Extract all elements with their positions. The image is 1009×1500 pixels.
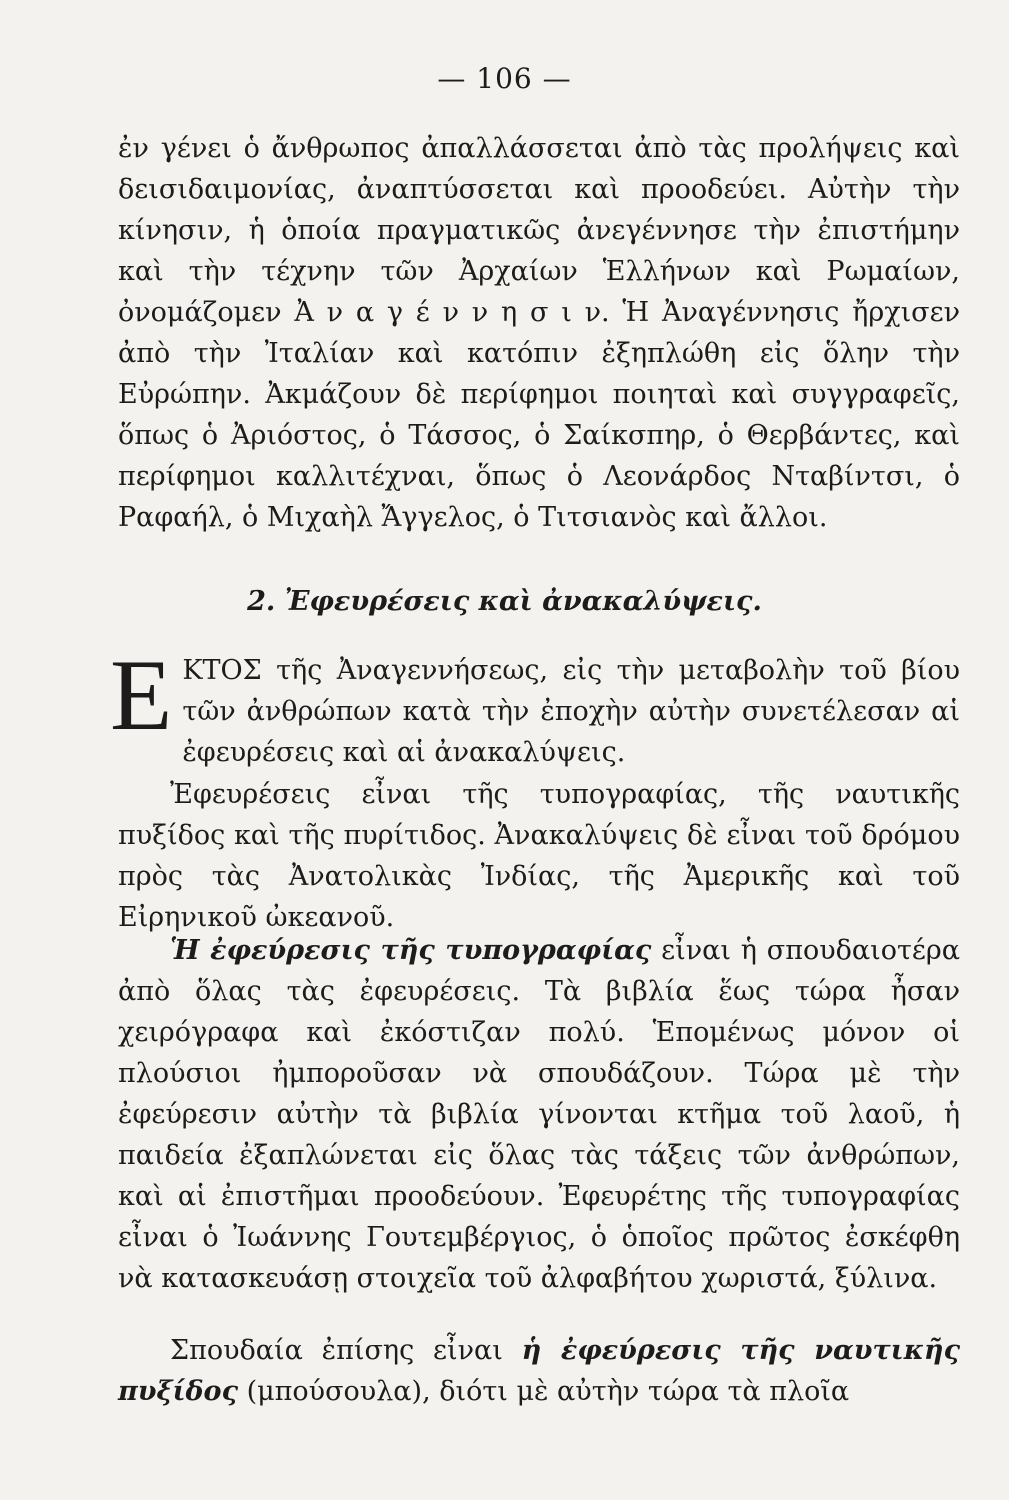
paragraph-inventions-list: Ἐφευρέσεις εἶναι τῆς τυπογραφίας, τῆς ναυτικῆς πυξίδος καὶ τῆς πυρίτιδος. Ἀνακαλύψεις δὲ εἶναι τοῦ δρόμου πρὸς τὰς Ἀνατολικὰς Ἰνδίας, τῆς Ἀμερικῆς καὶ τοῦ Εἰρηνικοῦ ὠκεανοῦ. xyxy=(118,779,960,933)
paragraph-compass-text: (μπούσουλα), διότι μὲ αὐτὴν τώρα τὰ πλοῖα xyxy=(238,1376,850,1407)
emphasis-compass: ἡ ἐφεύρεσις τῆς ναυτικῆς πυξίδος xyxy=(118,1335,961,1407)
emphasis-printing: Ἡ ἐφεύρεσις τῆς τυπογραφίας xyxy=(170,935,652,966)
paragraph-compass-prefix: Σπουδαία ἐπίσης εἶναι xyxy=(170,1335,522,1366)
page-number: — 106 — xyxy=(437,62,572,95)
paragraph-printing-text: εἶναι ἡ σπουδαιοτέρα ἀπὸ ὅλας τὰς ἐφευρέσεις. Τὰ βιβλία ἕως τώρα ἦσαν χειρόγραφα καὶ ἐκόστιζαν πολύ. Ἑπομένως μόνον οἱ πλούσιοι ἠμποροῦσαν νὰ σπουδάζουν. Τώρα μὲ τὴν ἐφεύρεσιν αὐτὴν τὰ βιβλία γίνονται κτῆμα τοῦ λαοῦ, ἡ παιδεία ἐξαπλώνεται εἰς ὅλας τὰς τάξεις τῶν ἀνθρώπων, καὶ αἱ ἐπιστῆμαι προοδεύουν. Ἐφευρέτης τῆς τυπογραφίας εἶναι ὁ Ἰωάννης Γουτεμβέργιος, ὁ ὁποῖος πρῶτος ἐσκέφθη νὰ κατασκευάσῃ στοιχεῖα τοῦ ἀλφαβήτου χωριστά, ξύλινα. xyxy=(118,935,960,1294)
paragraph-printing xyxy=(118,930,960,1299)
drop-cap: Ε xyxy=(110,639,173,752)
section-heading: 2. Ἐφευρέσεις καὶ ἀνακαλύψεις. xyxy=(247,586,762,617)
paragraph-renaissance: ἐν γένει ὁ ἄνθρωπος ἀπαλλάσσεται ἀπὸ τὰς προλήψεις καὶ δεισιδαιμονίας, ἀναπτύσσεται καὶ προοδεύει. Αὐτὴν τὴν κίνησιν, ἡ ὁποία πραγματικῶς ἀνεγέννησε τὴν ἐπιστήμην καὶ τὴν τέχνην τῶν Ἀρχαίων Ἑλλήνων καὶ Ρωμαίων, ὀνομάζομεν Ἀ ν α γ έ ν ν η σ ι ν. Ἡ Ἀναγέννησις ἤρχισεν ἀπὸ τὴν Ἰταλίαν καὶ κατόπιν ἐξηπλώθη εἰς ὅλην τὴν Εὐρώπην. Ἀκμάζουν δὲ περίφημοι ποιηταὶ καὶ συγγραφεῖς, ὅπως ὁ Ἀριόστος, ὁ Τάσσος, ὁ Σαίκσπηρ, ὁ Θερβάντες, καὶ περίφημοι καλλιτέχναι, ὅπως ὁ Λεονάρδος Νταβίντσι, ὁ Ραφαήλ, ὁ Μιχαὴλ Ἄγγελος, ὁ Τιτσιανὸς καὶ ἄλλοι. xyxy=(118,133,960,533)
paragraph-compass xyxy=(118,1330,960,1412)
paragraph-intro xyxy=(110,639,960,773)
paragraph-intro-text: ΚΤΟΣ τῆς Ἀναγεννήσεως, εἰς τὴν μεταβολὴν τοῦ βίου τῶν ἀνθρώπων κατὰ τὴν ἐποχὴν αὐτὴν συνετέλεσαν αἱ ἐφευρέσεις καὶ αἱ ἀνακαλύψεις. xyxy=(182,655,960,768)
